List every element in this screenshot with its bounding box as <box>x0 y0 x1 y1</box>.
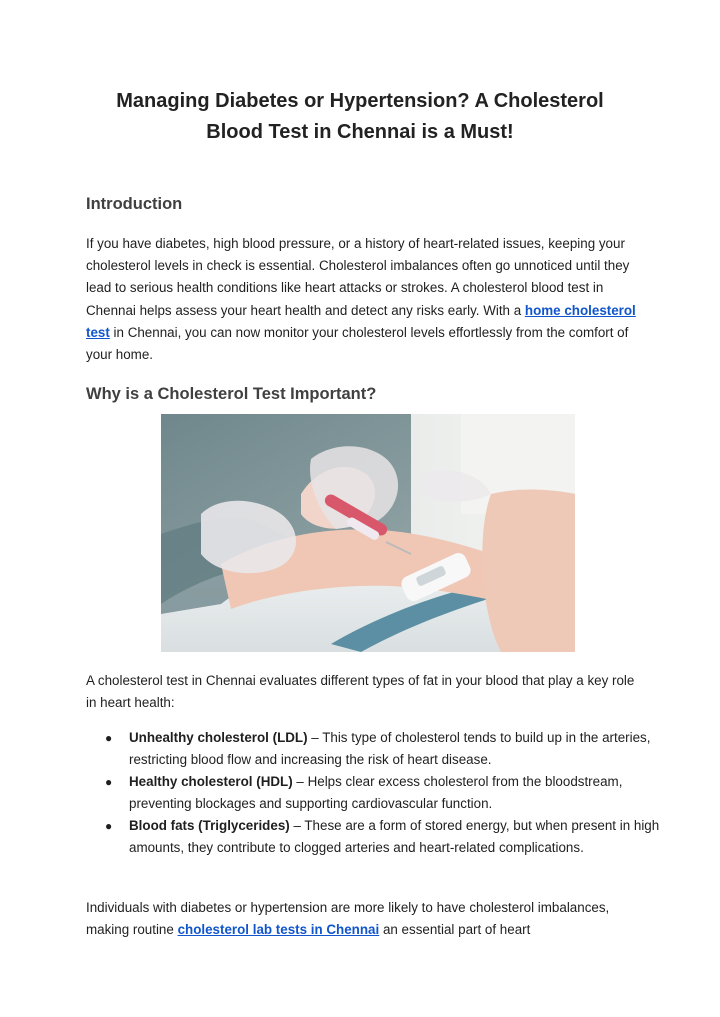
why-heading: Why is a Cholesterol Test Important? <box>86 385 377 403</box>
list-item <box>86 727 661 771</box>
list-item-desc: – These are a form of stored energy, but when present in high amounts, they contribute to clogged arteries and heart-related complications. <box>129 818 660 855</box>
title-line-1: Managing Diabetes or Hypertension? A Cholesterol <box>116 90 604 112</box>
closing-paragraph <box>86 897 646 941</box>
bullet-icon: ● <box>105 731 113 745</box>
list-item-desc: – This type of cholesterol tends to build up in the arteries, restricting blood flow and increasing the risk of heart disease. <box>129 730 651 767</box>
blood-draw-photo <box>161 414 575 652</box>
list-item <box>86 815 661 859</box>
intro-text-start: If you have diabetes, high blood pressure, or a history of heart-related issues, keeping your cholesterol levels in check is essential. Cholesterol imbalances often go unnoticed until they lead to serious health conditions like heart attacks or strokes. A cholesterol blood test in Chennai helps assess your heart health and detect any risks early. With a <box>86 236 630 318</box>
title-line-2: Blood Test in Chennai is a Must! <box>206 121 514 143</box>
list-item-term: Blood fats (Triglycerides) <box>129 818 290 833</box>
closing-text-start: Individuals with diabetes or hypertension are more likely to have cholesterol imbalances, making routine <box>86 900 610 938</box>
blood-draw-illustration <box>161 414 575 652</box>
closing-text-end: an essential part of heart <box>379 922 531 938</box>
document-title <box>60 86 660 148</box>
intro-heading: Introduction <box>86 195 183 213</box>
bullet-icon: ● <box>105 775 113 789</box>
why-lead-paragraph: A cholesterol test in Chennai evaluates different types of fat in your blood that play a key role in heart health: <box>86 673 635 711</box>
list-item-desc: – Helps clear excess cholesterol from the bloodstream, preventing blockages and supporting cardiovascular function. <box>129 774 623 811</box>
intro-text-end: in Chennai, you can now monitor your cholesterol levels effortlessly from the comfort of your home. <box>86 324 629 363</box>
intro-paragraph <box>86 233 646 366</box>
bullet-icon: ● <box>105 819 113 833</box>
home-cholesterol-test-link[interactable]: home cholesterol test <box>86 302 636 340</box>
list-item-term: Healthy cholesterol (HDL) <box>129 774 293 789</box>
cholesterol-types-list <box>86 727 661 859</box>
list-item-term: Unhealthy cholesterol (LDL) <box>129 730 308 745</box>
list-item <box>86 771 661 815</box>
cholesterol-lab-tests-link[interactable]: cholesterol lab tests in Chennai <box>177 922 380 938</box>
